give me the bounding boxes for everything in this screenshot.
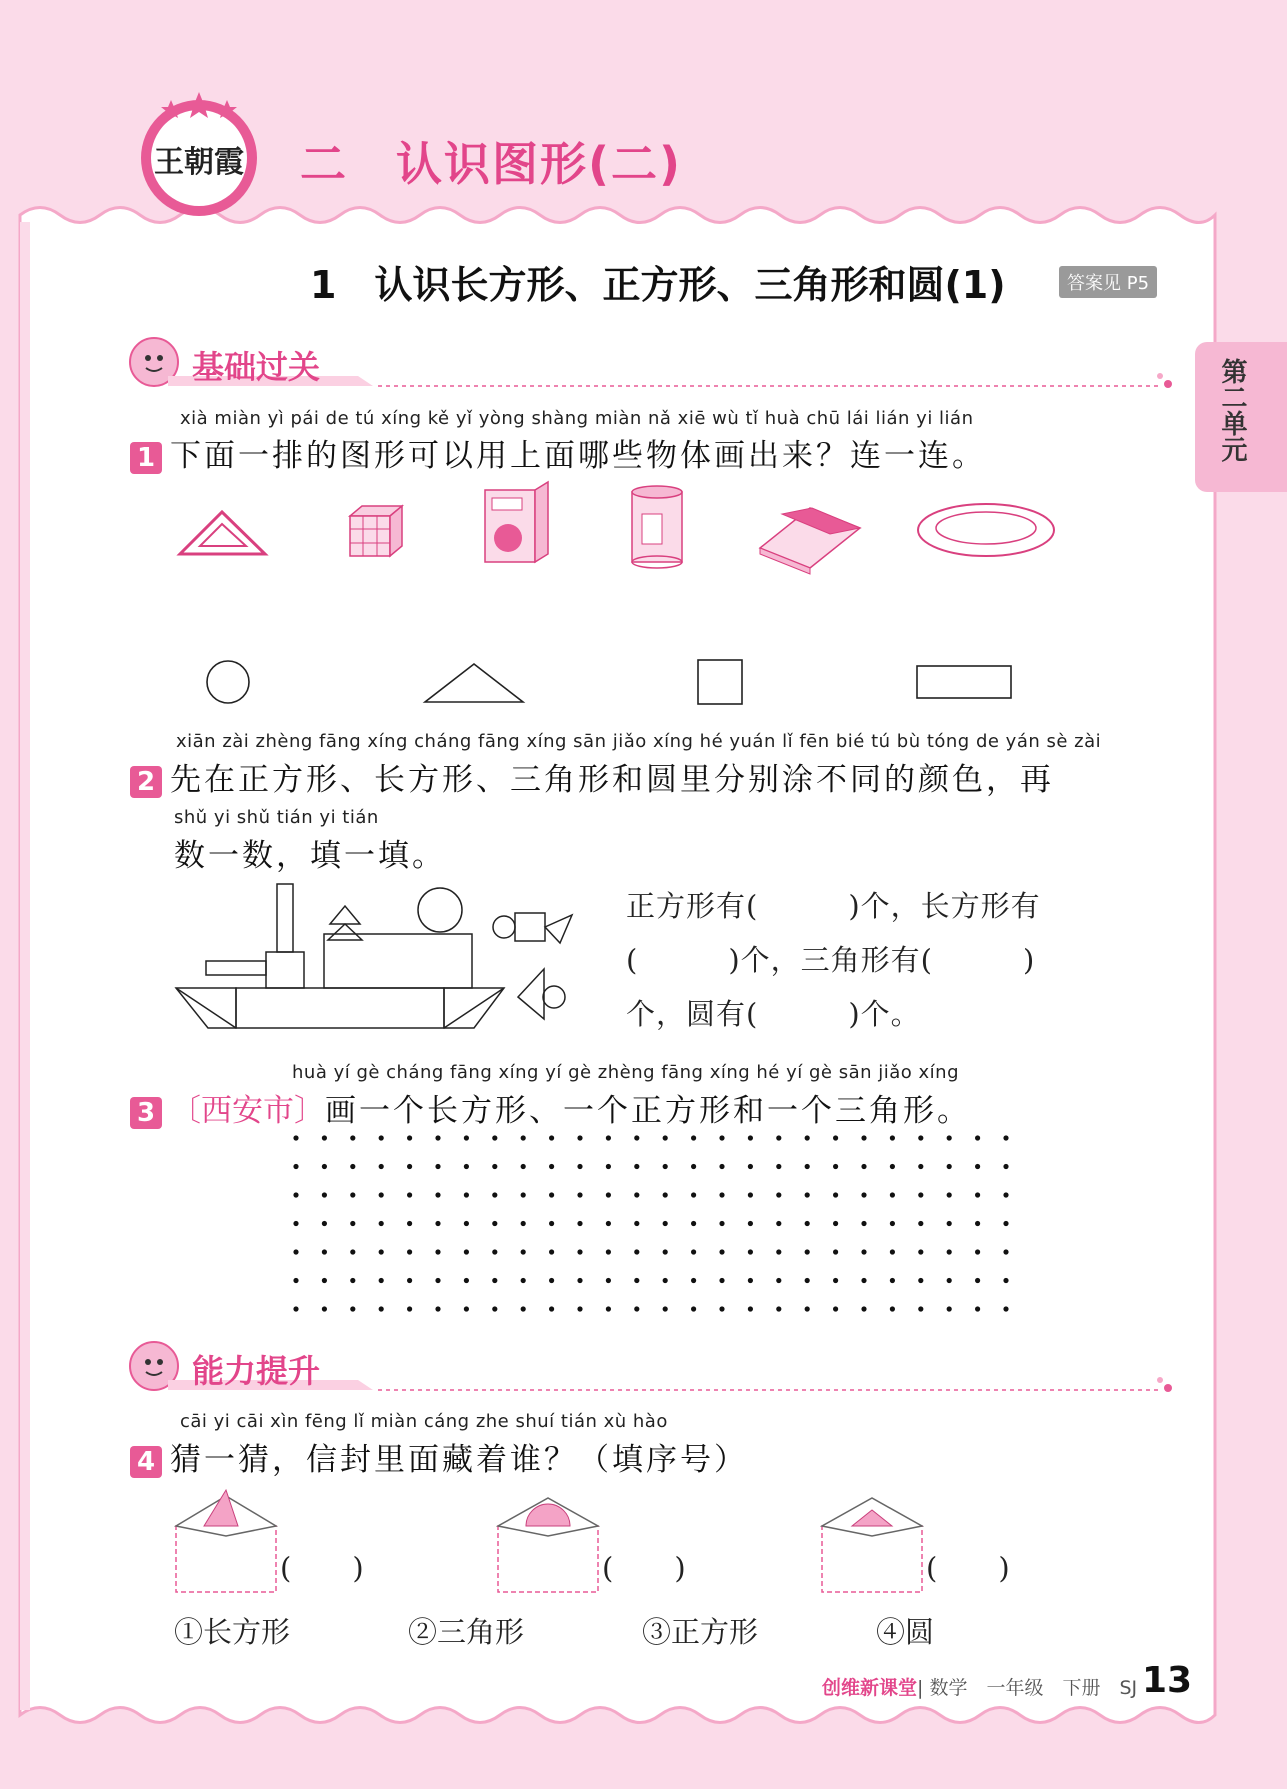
grid-dot — [322, 1278, 327, 1283]
grid-dot — [833, 1192, 838, 1197]
grid-dot — [521, 1306, 526, 1311]
q2-question-line1 — [130, 754, 1054, 799]
q4-text: 猜一猜，信封里面藏着谁？（填序号） — [170, 1442, 748, 1478]
grid-dot — [861, 1249, 866, 1254]
grid-dot — [719, 1306, 724, 1311]
q2-small-figures — [488, 905, 588, 1025]
grid-dot — [890, 1278, 895, 1283]
q3-city-tag: 〔西安市〕 — [170, 1093, 325, 1129]
grid-dot — [947, 1192, 952, 1197]
grid-dot — [719, 1192, 724, 1197]
grid-dot — [549, 1164, 554, 1169]
page-number: 13 — [1142, 1660, 1193, 1701]
q1-number: 1 — [130, 442, 162, 474]
grid-dot — [663, 1278, 668, 1283]
story-book-icon — [760, 508, 860, 574]
grid-dot — [350, 1135, 355, 1140]
grid-dot — [464, 1249, 469, 1254]
grid-dot — [577, 1306, 582, 1311]
grid-dot — [577, 1249, 582, 1254]
grid-dot — [805, 1135, 810, 1140]
grid-dot — [492, 1164, 497, 1169]
grid-dot — [350, 1306, 355, 1311]
grid-dot — [975, 1221, 980, 1226]
grid-dot — [890, 1164, 895, 1169]
grid-dot — [293, 1278, 298, 1283]
grid-dot — [1003, 1249, 1008, 1254]
grid-dot — [577, 1135, 582, 1140]
grid-dot — [407, 1192, 412, 1197]
q1-pinyin: xià miàn yì pái de tú xíng kě yǐ yòng shàng miàn nǎ xiē wù tǐ huà chū lái lián yi lián — [180, 408, 974, 429]
grid-dot — [1003, 1192, 1008, 1197]
footer-brand — [822, 1673, 1137, 1700]
grid-dot — [947, 1221, 952, 1226]
grid-dot — [293, 1164, 298, 1169]
grid-dot — [975, 1135, 980, 1140]
grid-dot — [975, 1278, 980, 1283]
grid-dot — [719, 1249, 724, 1254]
grid-dot — [464, 1192, 469, 1197]
grid-dot — [691, 1306, 696, 1311]
grid-dot — [293, 1249, 298, 1254]
grid-dot — [663, 1221, 668, 1226]
grid-dot — [435, 1306, 440, 1311]
grid-dot — [379, 1306, 384, 1311]
grid-dot — [805, 1306, 810, 1311]
grid-dot — [719, 1135, 724, 1140]
grid-dot — [918, 1164, 923, 1169]
grid-dot — [492, 1135, 497, 1140]
grid-dot — [748, 1306, 753, 1311]
grid-dot — [464, 1135, 469, 1140]
grid-dot — [464, 1164, 469, 1169]
q3-number: 3 — [130, 1097, 162, 1129]
footer-info: | 数学 一年级 下册 SJ — [917, 1677, 1138, 1699]
rectangle-shape — [917, 666, 1011, 698]
rubiks-cube-icon — [350, 506, 402, 556]
section-basic-title: 基础过关 — [192, 348, 321, 386]
q4-blank-2[interactable]: ( ) — [602, 1551, 687, 1585]
q2-fill-line1[interactable]: 正方形有( )个，长方形有 — [626, 889, 1041, 923]
grid-dot — [805, 1278, 810, 1283]
grid-dot — [521, 1221, 526, 1226]
grid-dot — [322, 1249, 327, 1254]
grid-dot — [691, 1135, 696, 1140]
grid-dot — [890, 1135, 895, 1140]
q2-pinyin-2: shǔ yi shǔ tián yi tián — [174, 807, 379, 828]
grid-dot — [805, 1192, 810, 1197]
grid-dot — [407, 1306, 412, 1311]
grid-dot — [947, 1278, 952, 1283]
grid-dot — [776, 1221, 781, 1226]
grid-dot — [549, 1306, 554, 1311]
grid-dot — [549, 1192, 554, 1197]
grid-dot — [805, 1164, 810, 1169]
grid-dot — [549, 1278, 554, 1283]
envelope-2-icon — [498, 1498, 598, 1592]
grid-dot — [748, 1135, 753, 1140]
grid-dot — [833, 1278, 838, 1283]
grid-dot — [634, 1135, 639, 1140]
grid-dot — [748, 1192, 753, 1197]
q2-text-1: 先在正方形、长方形、三角形和圆里分别涂不同的颜色，再 — [170, 762, 1054, 798]
grid-dot — [776, 1192, 781, 1197]
grid-dot — [776, 1306, 781, 1311]
grid-dot — [918, 1135, 923, 1140]
grid-dot — [918, 1221, 923, 1226]
grid-dot — [918, 1192, 923, 1197]
q3-question — [130, 1085, 971, 1130]
grid-dot — [407, 1164, 412, 1169]
q3-dot-grid[interactable] — [286, 1128, 1016, 1318]
grid-dot — [776, 1278, 781, 1283]
square-shape — [698, 660, 742, 704]
grid-dot — [663, 1164, 668, 1169]
grid-dot — [322, 1221, 327, 1226]
q4-number: 4 — [130, 1446, 162, 1478]
grid-dot — [521, 1249, 526, 1254]
circle-shape — [207, 661, 249, 703]
q1-text: 下面一排的图形可以用上面哪些物体画出来？连一连。 — [170, 438, 986, 474]
grid-dot — [691, 1249, 696, 1254]
grid-dot — [776, 1164, 781, 1169]
grid-dot — [492, 1192, 497, 1197]
grid-dot — [861, 1306, 866, 1311]
grid-dot — [435, 1164, 440, 1169]
grid-dot — [833, 1306, 838, 1311]
grid-dot — [975, 1164, 980, 1169]
grid-dot — [805, 1221, 810, 1226]
grid-dot — [293, 1306, 298, 1311]
q4-question — [130, 1434, 748, 1479]
grid-dot — [975, 1306, 980, 1311]
grid-dot — [322, 1192, 327, 1197]
grid-dot — [833, 1135, 838, 1140]
grid-dot — [975, 1192, 980, 1197]
grid-dot — [663, 1249, 668, 1254]
grid-dot — [634, 1249, 639, 1254]
q4-option-4: ④圆 — [876, 1615, 935, 1649]
q2-fill-line2[interactable]: ( )个，三角形有( ) — [626, 943, 1036, 977]
juice-box-icon — [485, 482, 548, 562]
side-tab-label: 第二单元 — [1217, 358, 1247, 462]
side-tab — [1195, 342, 1287, 492]
grid-dot — [1003, 1164, 1008, 1169]
grid-dot — [634, 1306, 639, 1311]
grid-dot — [577, 1192, 582, 1197]
grid-dot — [350, 1164, 355, 1169]
grid-dot — [634, 1192, 639, 1197]
grid-dot — [833, 1221, 838, 1226]
grid-dot — [521, 1135, 526, 1140]
grid-dot — [379, 1249, 384, 1254]
grid-dot — [776, 1135, 781, 1140]
grid-dot — [719, 1164, 724, 1169]
grid-dot — [521, 1278, 526, 1283]
grid-dot — [861, 1164, 866, 1169]
grid-dot — [861, 1192, 866, 1197]
q1-shapes — [195, 650, 1035, 710]
grid-dot — [379, 1135, 384, 1140]
grid-dot — [606, 1164, 611, 1169]
grid-dot — [492, 1278, 497, 1283]
grid-dot — [464, 1221, 469, 1226]
q4-option-2: ②三角形 — [408, 1615, 525, 1649]
grid-dot — [719, 1278, 724, 1283]
grid-dot — [606, 1221, 611, 1226]
grid-dot — [379, 1221, 384, 1226]
grid-dot — [890, 1221, 895, 1226]
grid-dot — [890, 1192, 895, 1197]
grid-dot — [492, 1306, 497, 1311]
grid-dot — [577, 1278, 582, 1283]
grid-dot — [748, 1249, 753, 1254]
grid-dot — [748, 1221, 753, 1226]
q4-option-3: ③正方形 — [642, 1615, 759, 1649]
grid-dot — [379, 1192, 384, 1197]
grid-dot — [634, 1164, 639, 1169]
envelope-3-icon — [822, 1498, 922, 1592]
grid-dot — [890, 1249, 895, 1254]
triangle-shape — [425, 664, 523, 702]
grid-dot — [890, 1306, 895, 1311]
q2-text-2: 数一数，填一填。 — [174, 838, 446, 874]
grid-dot — [464, 1278, 469, 1283]
grid-dot — [350, 1192, 355, 1197]
q3-text: 画一个长方形、一个正方形和一个三角形。 — [325, 1093, 971, 1129]
q2-fill-line3[interactable]: 个，圆有( )个。 — [626, 997, 921, 1031]
grid-dot — [435, 1278, 440, 1283]
grid-dot — [407, 1249, 412, 1254]
grid-dot — [947, 1135, 952, 1140]
grid-dot — [521, 1164, 526, 1169]
grid-dot — [577, 1164, 582, 1169]
q2-pinyin-1: xiān zài zhèng fāng xíng cháng fāng xíng sān jiǎo xíng hé yuán lǐ fēn bié tú bù tóng de yán sè zài — [176, 731, 1102, 752]
q4-option-1: ①长方形 — [174, 1615, 291, 1649]
q4-pinyin: cāi yi cāi xìn fēng lǐ miàn cáng zhe shuí tián xù hào — [180, 1411, 668, 1432]
grid-dot — [861, 1135, 866, 1140]
q1-objects — [170, 478, 1070, 578]
footer-brand-name: 创维新课堂 — [822, 1677, 918, 1699]
grid-dot — [293, 1221, 298, 1226]
grid-dot — [435, 1249, 440, 1254]
grid-dot — [947, 1306, 952, 1311]
grid-dot — [861, 1278, 866, 1283]
grid-dot — [663, 1135, 668, 1140]
grid-dot — [549, 1221, 554, 1226]
grid-dot — [606, 1306, 611, 1311]
logo-badge — [135, 90, 263, 218]
grid-dot — [1003, 1135, 1008, 1140]
grid-dot — [748, 1278, 753, 1283]
grid-dot — [606, 1249, 611, 1254]
grid-dot — [322, 1135, 327, 1140]
grid-dot — [521, 1192, 526, 1197]
grid-dot — [947, 1249, 952, 1254]
grid-dot — [776, 1249, 781, 1254]
grid-dot — [606, 1192, 611, 1197]
grid-dot — [379, 1278, 384, 1283]
grid-dot — [748, 1164, 753, 1169]
grid-dot — [293, 1135, 298, 1140]
grid-dot — [350, 1278, 355, 1283]
grid-dot — [293, 1192, 298, 1197]
unit-title: 二 认识图形(二) — [300, 137, 683, 191]
grid-dot — [861, 1221, 866, 1226]
grid-dot — [435, 1135, 440, 1140]
grid-dot — [1003, 1278, 1008, 1283]
envelope-1-icon — [176, 1490, 276, 1592]
lesson-title: 1 认识长方形、正方形、三角形和圆(1) — [310, 263, 1006, 307]
grid-dot — [975, 1249, 980, 1254]
grid-dot — [549, 1135, 554, 1140]
plate-icon — [918, 504, 1054, 556]
grid-dot — [379, 1164, 384, 1169]
grid-dot — [435, 1192, 440, 1197]
grid-dot — [833, 1164, 838, 1169]
grid-dot — [492, 1249, 497, 1254]
grid-dot — [407, 1278, 412, 1283]
q4-blank-1[interactable]: ( ) — [280, 1551, 365, 1585]
grid-dot — [805, 1249, 810, 1254]
grid-dot — [322, 1306, 327, 1311]
grid-dot — [549, 1249, 554, 1254]
grid-dot — [322, 1164, 327, 1169]
answer-tag: 答案见 P5 — [1059, 266, 1157, 298]
grid-dot — [492, 1221, 497, 1226]
grid-dot — [691, 1221, 696, 1226]
grid-dot — [691, 1278, 696, 1283]
grid-dot — [464, 1306, 469, 1311]
grid-dot — [1003, 1221, 1008, 1226]
grid-dot — [634, 1278, 639, 1283]
grid-dot — [918, 1249, 923, 1254]
grid-dot — [691, 1192, 696, 1197]
grid-dot — [918, 1306, 923, 1311]
grid-dot — [691, 1164, 696, 1169]
grid-dot — [947, 1164, 952, 1169]
grid-dot — [350, 1249, 355, 1254]
tin-can-icon — [632, 486, 682, 568]
q4-blank-3[interactable]: ( ) — [926, 1551, 1011, 1585]
q1-question — [130, 430, 986, 475]
grid-dot — [407, 1135, 412, 1140]
logo-text: 王朝霞 — [154, 145, 244, 180]
grid-dot — [577, 1221, 582, 1226]
grid-dot — [663, 1192, 668, 1197]
grid-dot — [833, 1249, 838, 1254]
q2-number: 2 — [130, 766, 162, 798]
grid-dot — [1003, 1306, 1008, 1311]
grid-dot — [435, 1221, 440, 1226]
grid-dot — [719, 1221, 724, 1226]
grid-dot — [606, 1278, 611, 1283]
q3-pinyin: huà yí gè cháng fāng xíng yí gè zhèng fāng xíng hé yí gè sān jiǎo xíng — [292, 1062, 959, 1083]
grid-dot — [407, 1221, 412, 1226]
set-square-icon — [180, 512, 265, 554]
section-advanced-title: 能力提升 — [192, 1352, 321, 1390]
grid-dot — [663, 1306, 668, 1311]
grid-dot — [918, 1278, 923, 1283]
grid-dot — [606, 1135, 611, 1140]
grid-dot — [634, 1221, 639, 1226]
grid-dot — [350, 1221, 355, 1226]
